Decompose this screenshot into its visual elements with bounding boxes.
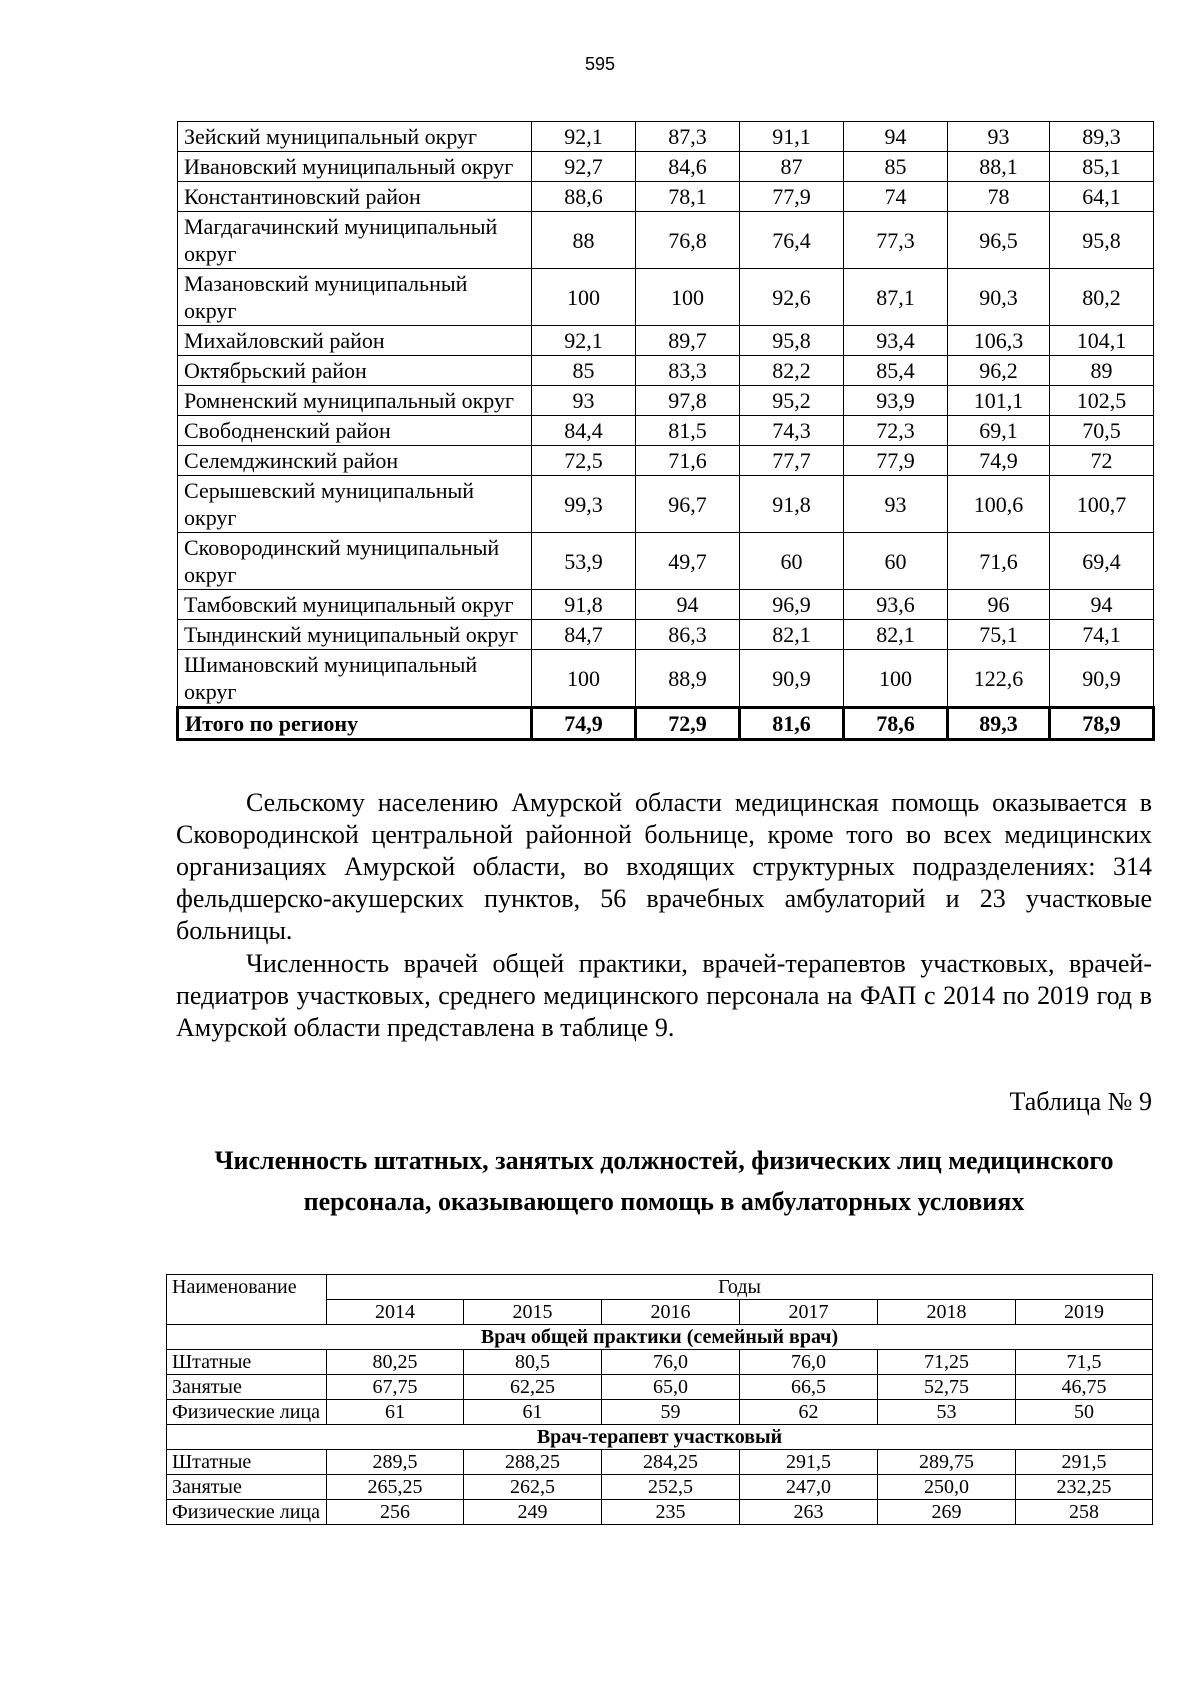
value-cell: 84,6 (636, 152, 740, 182)
value-cell: 76,8 (636, 212, 740, 269)
value-cell: 72,3 (844, 416, 948, 446)
value-cell: 97,8 (636, 386, 740, 416)
value-cell: 262,5 (464, 1475, 602, 1500)
value-cell: 96,7 (636, 476, 740, 533)
value-cell: 100 (532, 269, 636, 326)
value-cell: 67,75 (327, 1375, 464, 1400)
table-row (178, 326, 1154, 356)
value-cell: 69,1 (948, 416, 1050, 446)
district-name: Мазановский муниципальный округ (178, 269, 532, 326)
table-row (178, 620, 1154, 650)
district-name: Михайловский район (178, 326, 532, 356)
value-cell: 71,25 (878, 1350, 1016, 1375)
year-header: 2017 (740, 1300, 878, 1325)
value-cell: 100 (532, 650, 636, 708)
value-cell: 95,2 (740, 386, 844, 416)
value-cell: 89,3 (1050, 122, 1154, 152)
table-row (167, 1450, 1153, 1475)
value-cell: 91,1 (740, 122, 844, 152)
table-row (178, 269, 1154, 326)
table-row (178, 152, 1154, 182)
row-label: Штатные (167, 1450, 327, 1475)
table-row (178, 416, 1154, 446)
total-value: 81,6 (740, 708, 844, 740)
year-header: 2014 (327, 1300, 464, 1325)
value-cell: 78,1 (636, 182, 740, 212)
value-cell: 86,3 (636, 620, 740, 650)
value-cell: 85,4 (844, 356, 948, 386)
value-cell: 291,5 (1016, 1450, 1153, 1475)
districts-table (176, 121, 1155, 741)
value-cell: 60 (844, 533, 948, 590)
row-label: Физические лица (167, 1500, 327, 1525)
total-row (178, 708, 1154, 740)
value-cell: 104,1 (1050, 326, 1154, 356)
value-cell: 96,9 (740, 590, 844, 620)
value-cell: 80,5 (464, 1350, 602, 1375)
value-cell: 288,25 (464, 1450, 602, 1475)
value-cell: 82,1 (740, 620, 844, 650)
value-cell: 250,0 (878, 1475, 1016, 1500)
value-cell: 71,5 (1016, 1350, 1153, 1375)
value-cell: 291,5 (740, 1450, 878, 1475)
value-cell: 263 (740, 1500, 878, 1525)
table-row (167, 1475, 1153, 1500)
district-name: Тындинский муниципальный округ (178, 620, 532, 650)
value-cell: 90,3 (948, 269, 1050, 326)
table-header-row (167, 1275, 1153, 1300)
year-header: 2016 (602, 1300, 740, 1325)
header-name: Наименование (167, 1275, 327, 1325)
value-cell: 72,5 (532, 446, 636, 476)
district-name: Магдагачинский муниципальный округ (178, 212, 532, 269)
value-cell: 94 (636, 590, 740, 620)
value-cell: 256 (327, 1500, 464, 1525)
value-cell: 66,5 (740, 1375, 878, 1400)
value-cell: 249 (464, 1500, 602, 1525)
value-cell: 289,75 (878, 1450, 1016, 1475)
value-cell: 93,4 (844, 326, 948, 356)
value-cell: 91,8 (740, 476, 844, 533)
value-cell: 99,3 (532, 476, 636, 533)
paragraph-rural-care: Сельскому населению Амурской области медицинская помощь оказывается в Сковородинской центральной районной больнице, кроме того во всех медицинских организациях Амурской области, во входящих структурных подразделениях: 314 фельдшерско-акушерских пунктов, 56 врачебных амбулаторий и 23 участковые больницы. (176, 788, 1152, 945)
total-value: 74,9 (532, 708, 636, 740)
table-row (178, 182, 1154, 212)
table-row (178, 122, 1154, 152)
value-cell: 232,25 (1016, 1475, 1153, 1500)
section-title: Врач общей практики (семейный врач) (167, 1325, 1153, 1350)
value-cell: 91,8 (532, 590, 636, 620)
table-row (167, 1375, 1153, 1400)
row-label: Занятые (167, 1375, 327, 1400)
value-cell: 92,7 (532, 152, 636, 182)
value-cell: 50 (1016, 1400, 1153, 1425)
table-row (167, 1500, 1153, 1525)
value-cell: 102,5 (1050, 386, 1154, 416)
value-cell: 72 (1050, 446, 1154, 476)
header-years: Годы (327, 1275, 1153, 1300)
value-cell: 62,25 (464, 1375, 602, 1400)
value-cell: 59 (602, 1400, 740, 1425)
value-cell: 106,3 (948, 326, 1050, 356)
value-cell: 100,7 (1050, 476, 1154, 533)
value-cell: 74,9 (948, 446, 1050, 476)
value-cell: 60 (740, 533, 844, 590)
value-cell: 89,7 (636, 326, 740, 356)
value-cell: 96,5 (948, 212, 1050, 269)
value-cell: 69,4 (1050, 533, 1154, 590)
value-cell: 46,75 (1016, 1375, 1153, 1400)
value-cell: 77,9 (844, 446, 948, 476)
table-caption: Таблица № 9 (1009, 1087, 1152, 1116)
row-label: Физические лица (167, 1400, 327, 1425)
value-cell: 258 (1016, 1500, 1153, 1525)
value-cell: 92,1 (532, 326, 636, 356)
year-header: 2019 (1016, 1300, 1153, 1325)
value-cell: 88,6 (532, 182, 636, 212)
value-cell: 94 (844, 122, 948, 152)
value-cell: 88 (532, 212, 636, 269)
district-name: Ивановский муниципальный округ (178, 152, 532, 182)
value-cell: 122,6 (948, 650, 1050, 708)
value-cell: 71,6 (636, 446, 740, 476)
district-name: Октябрьский район (178, 356, 532, 386)
district-name: Шимановский муниципальный округ (178, 650, 532, 708)
value-cell: 87,3 (636, 122, 740, 152)
table-title: Численность штатных, занятых должностей, физических лиц медицинского персонала, оказывающего помощь в амбулаторных условиях (214, 1146, 1114, 1216)
value-cell: 90,9 (1050, 650, 1154, 708)
total-value: 78,9 (1050, 708, 1154, 740)
value-cell: 85,1 (1050, 152, 1154, 182)
value-cell: 61 (327, 1400, 464, 1425)
paragraph-staff-numbers: Численность врачей общей практики, врачей-терапевтов участковых, врачей-педиатров участковых, среднего медицинского персонала на ФАП с 2014 по 2019 год в Амурской области представлена в таблице 9. (176, 949, 1152, 1042)
value-cell: 85 (532, 356, 636, 386)
value-cell: 289,5 (327, 1450, 464, 1475)
table-row (178, 386, 1154, 416)
table-row (178, 476, 1154, 533)
value-cell: 100,6 (948, 476, 1050, 533)
value-cell: 96 (948, 590, 1050, 620)
value-cell: 101,1 (948, 386, 1050, 416)
value-cell: 96,2 (948, 356, 1050, 386)
district-name: Свободненский район (178, 416, 532, 446)
value-cell: 64,1 (1050, 182, 1154, 212)
value-cell: 84,4 (532, 416, 636, 446)
value-cell: 77,7 (740, 446, 844, 476)
value-cell: 83,3 (636, 356, 740, 386)
section-row (167, 1425, 1153, 1450)
value-cell: 269 (878, 1500, 1016, 1525)
value-cell: 265,25 (327, 1475, 464, 1500)
district-name: Тамбовский муниципальный округ (178, 590, 532, 620)
value-cell: 93,6 (844, 590, 948, 620)
district-name: Ромненский муниципальный округ (178, 386, 532, 416)
value-cell: 235 (602, 1500, 740, 1525)
value-cell: 77,3 (844, 212, 948, 269)
table-row (167, 1400, 1153, 1425)
value-cell: 80,2 (1050, 269, 1154, 326)
value-cell: 93,9 (844, 386, 948, 416)
value-cell: 61 (464, 1400, 602, 1425)
value-cell: 93 (844, 476, 948, 533)
value-cell: 75,1 (948, 620, 1050, 650)
value-cell: 100 (636, 269, 740, 326)
value-cell: 81,5 (636, 416, 740, 446)
value-cell: 94 (1050, 590, 1154, 620)
value-cell: 78 (948, 182, 1050, 212)
value-cell: 88,1 (948, 152, 1050, 182)
value-cell: 90,9 (740, 650, 844, 708)
value-cell: 87 (740, 152, 844, 182)
value-cell: 53,9 (532, 533, 636, 590)
value-cell: 93 (948, 122, 1050, 152)
value-cell: 84,7 (532, 620, 636, 650)
value-cell: 74 (844, 182, 948, 212)
district-name: Серышевский муниципальный округ (178, 476, 532, 533)
value-cell: 71,6 (948, 533, 1050, 590)
value-cell: 92,6 (740, 269, 844, 326)
value-cell: 247,0 (740, 1475, 878, 1500)
value-cell: 85 (844, 152, 948, 182)
total-value: 89,3 (948, 708, 1050, 740)
page-number: 595 (584, 54, 616, 74)
table-row (178, 590, 1154, 620)
value-cell: 62 (740, 1400, 878, 1425)
district-name: Селемджинский район (178, 446, 532, 476)
total-label: Итого по региону (178, 708, 532, 740)
value-cell: 95,8 (1050, 212, 1154, 269)
value-cell: 82,2 (740, 356, 844, 386)
district-name: Сковородинский муниципальный округ (178, 533, 532, 590)
value-cell: 76,4 (740, 212, 844, 269)
value-cell: 252,5 (602, 1475, 740, 1500)
staff-table (166, 1274, 1153, 1525)
value-cell: 70,5 (1050, 416, 1154, 446)
value-cell: 82,1 (844, 620, 948, 650)
value-cell: 52,75 (878, 1375, 1016, 1400)
table-row (178, 650, 1154, 708)
district-name: Зейский муниципальный округ (178, 122, 532, 152)
row-label: Штатные (167, 1350, 327, 1375)
table-row (167, 1350, 1153, 1375)
value-cell: 95,8 (740, 326, 844, 356)
table-row (178, 446, 1154, 476)
total-value: 78,6 (844, 708, 948, 740)
section-title: Врач-терапевт участковый (167, 1425, 1153, 1450)
value-cell: 76,0 (602, 1350, 740, 1375)
value-cell: 65,0 (602, 1375, 740, 1400)
value-cell: 93 (532, 386, 636, 416)
value-cell: 89 (1050, 356, 1154, 386)
value-cell: 100 (844, 650, 948, 708)
value-cell: 76,0 (740, 1350, 878, 1375)
year-header: 2015 (464, 1300, 602, 1325)
table-row (178, 356, 1154, 386)
value-cell: 53 (878, 1400, 1016, 1425)
value-cell: 80,25 (327, 1350, 464, 1375)
value-cell: 74,1 (1050, 620, 1154, 650)
row-label: Занятые (167, 1475, 327, 1500)
value-cell: 88,9 (636, 650, 740, 708)
section-row (167, 1325, 1153, 1350)
total-value: 72,9 (636, 708, 740, 740)
year-header: 2018 (878, 1300, 1016, 1325)
value-cell: 92,1 (532, 122, 636, 152)
value-cell: 284,25 (602, 1450, 740, 1475)
value-cell: 77,9 (740, 182, 844, 212)
value-cell: 49,7 (636, 533, 740, 590)
value-cell: 87,1 (844, 269, 948, 326)
district-name: Константиновский район (178, 182, 532, 212)
table-row (178, 533, 1154, 590)
value-cell: 74,3 (740, 416, 844, 446)
table-row (178, 212, 1154, 269)
